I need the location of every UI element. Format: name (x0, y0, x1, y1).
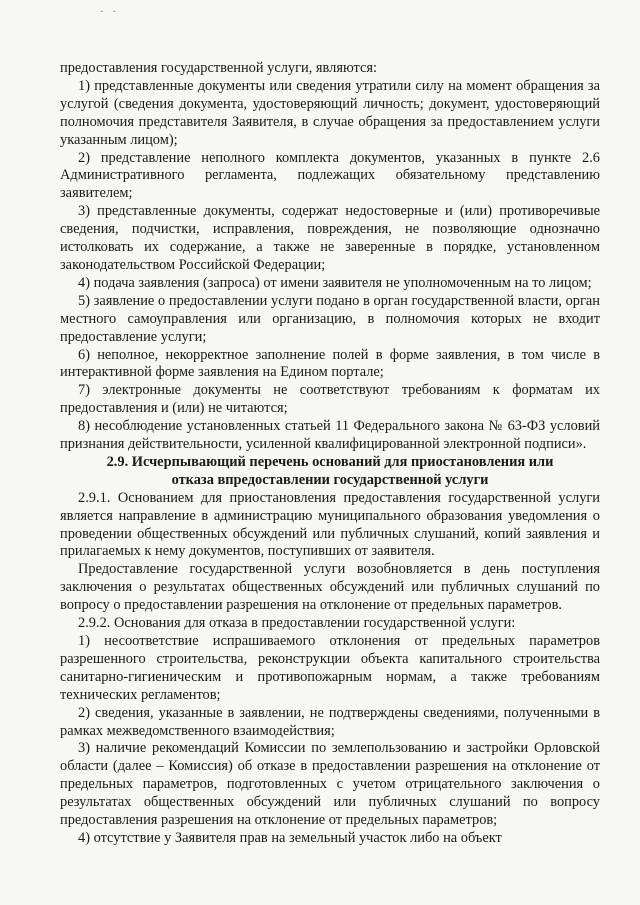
list-item-1: 1) представленные документы или сведения утратили силу на момент обращения за услугой (сведения документа, удостоверяющий личность; документ, удостоверяющий полномочия представителя Заявителя, в случае обращения за предоставлением услуги указанным лицом); (60, 77, 600, 148)
paragraph-2-9-2: 2.9.2. Основания для отказа в предоставлении государственной услуги: (78, 615, 516, 632)
refusal-item-1: 1) несоответствие испрашиваемого отклонения от предельных параметров разрешенного строительства, реконструкции объекта капитального строительства санитарно-гигиеническим и противопожарным нормам, а также требованиям технических регламентов; (60, 633, 600, 703)
refusal-item-4: 4) отсутствие у Заявителя прав на земельный участок либо на объект (78, 829, 502, 846)
paragraph-2-9-1: 2.9.1. Основанием для приостановления предоставления государственной услуги является направление в администрацию муниципального образования уведомления о проведении общественных обсуждений или публичных слушаний, копий заявления и прилагаемых к нему документов, поступивших от заявителя. (60, 489, 600, 560)
list-item-5: 5) заявление о предоставлении услуги подано в орган государственной власти, орган местного самоуправления или организацию, в полномочия которых не входит предоставление услуги; (60, 292, 600, 345)
list-item-6: 6) неполное, некорректное заполнение полей в форме заявления, в том числе в интерактивной форме заявления на Едином портале; (60, 346, 600, 381)
list-item-3: 3) представленные документы, содержат недостоверные и (или) противоречивые сведения, подчистки, исправления, повреждения, не позволяющие однозначно истолковать их содержание, а также не заверенные в порядке, установленном законодательством Российской Федерации; (60, 203, 600, 273)
list-item-4: 4) подача заявления (запроса) от имени заявителя не уполномоченным на то лицом; (78, 274, 592, 291)
section-heading: 2.9. Исчерпывающий перечень оснований для приостановления или отказа впредоставлении государственной услуги (106, 453, 554, 488)
refusal-item-2: 2) сведения, указанные в заявлении, не подтверждены сведениями, полученными в рамках межведомственного взаимодействия; (60, 704, 600, 739)
refusal-item-3: 3) наличие рекомендаций Комиссии по землепользованию и застройки Орловской области (далее – Комиссия) об отказе в предоставлении разрешения на отклонение от предельных параметров, подготовленных с учетом отрицательного заключения о результатах общественных обсуждений или публичных слушаний по вопросу предоставления разрешения на отклонение от предельных параметров; (60, 740, 600, 829)
list-item-2: 2) представление неполного комплекта документов, указанных в пункте 2.6 Административного регламента, подлежащих обязательному представлению заявителем; (60, 149, 600, 202)
list-item-7: 7) электронные документы не соответствуют требованиям к форматам их предоставления и (или) не читаются; (60, 382, 600, 417)
paragraph-resume: Предоставление государственной услуги возобновляется в день поступления заключения о результатах общественных обсуждений или публичных слушаний по вопросу о предоставлении разрешения на отклонение от предельных параметров. (60, 561, 600, 614)
list-item-8: 8) несоблюдение установленных статьей 11 Федерального закона № 63-ФЗ условий признания действительности, усиленной квалифицированной электронной подписи». (60, 418, 600, 453)
scan-artifact: · · (100, 6, 120, 18)
paragraph-intro: предоставления государственной услуги, являются: (60, 60, 377, 76)
